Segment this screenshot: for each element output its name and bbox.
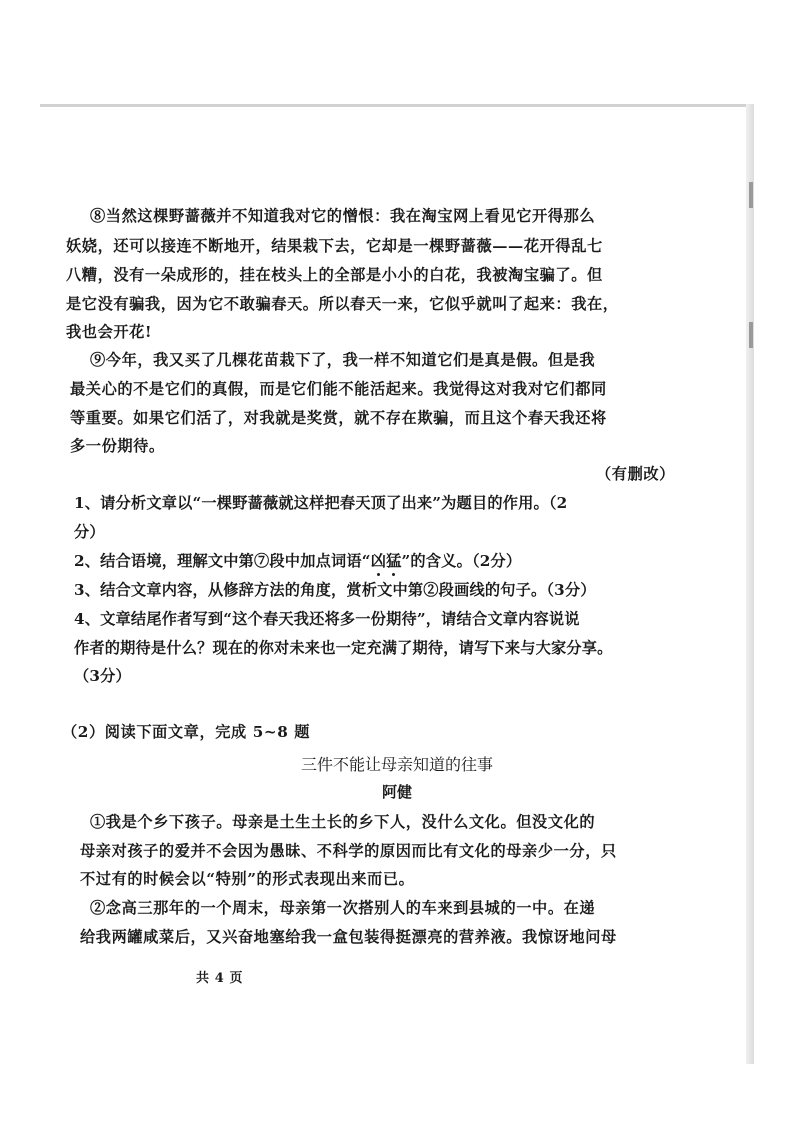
paragraph-8-line-4: 是它没有骗我，因为它不敢骗春天。所以春天一来，它似乎就叫了起来：我在， — [66, 295, 619, 313]
question-1-line-1: 1、请分析文章以“一棵野蔷薇就这样把春天顶了出来”为题目的作用。（2 — [74, 494, 568, 512]
section-2-heading: （2）阅读下面文章，完成 5~8 题 — [62, 723, 311, 741]
scrollbar-marker-middle[interactable] — [749, 322, 753, 348]
paragraph-8-line-2: 妖娆，还可以接连不断地开，结果栽下去，它却是一棵野蔷薇——花开得乱七 — [66, 237, 603, 255]
question-4-line-3: （3分） — [74, 667, 131, 685]
paragraph-8-line-5: 我也会开花! — [66, 323, 153, 341]
paragraph-8-line-1: ⑧当然这棵野蔷薇并不知道我对它的憎恨：我在淘宝网上看见它开得那么 — [90, 207, 596, 225]
paragraph-9-line-2: 最关心的不是它们的真假，而是它们能不能活起来。我觉得这对我对它们都同 — [70, 380, 607, 398]
article-line-4: ②念高三那年的一个周末，母亲第一次搭别人的车来到县城的一中。在递 — [90, 899, 596, 917]
dotted-char: 猛 — [386, 552, 402, 570]
article-line-1: ①我是个乡下孩子。母亲是土生土长的乡下人，没什么文化。但没文化的 — [90, 813, 596, 831]
question-4-line-1: 4、文章结尾作者写到“这个春天我还将多一份期待”，请结合文章内容说说 — [74, 610, 580, 628]
article-title: 三件不能让母亲知道的往事 — [300, 755, 493, 774]
paragraph-9-line-3: 等重要。如果它们活了，对我就是奖赏，就不存在欺骗，而且这个春天我还将 — [70, 409, 607, 427]
article-author: 阿健 — [381, 783, 412, 801]
article-line-3: 不过有的时候会以“特别”的形式表现出来而已。 — [80, 870, 415, 888]
question-4-line-2: 作者的期待是什么？现在的你对未来也一定充满了期待，请写下来与大家分享。 — [74, 639, 613, 657]
paragraph-9-line-4: 多一份期待。 — [70, 437, 165, 455]
question-1-line-2: 分） — [74, 523, 105, 541]
scrollbar-marker-top[interactable] — [749, 182, 753, 208]
paragraph-8-line-3: 八糟，没有一朵成形的，挂在枝头上的全部是小小的白花，我被淘宝骗了。但 — [66, 266, 603, 284]
paragraph-9-line-1: ⑨今年，我又买了几棵花苗栽下了，我一样不知道它们是真是假。但是我 — [90, 351, 596, 369]
article-line-5: 给我两罐咸菜后，又兴奋地塞给我一盒包装得挺漂亮的营养液。我惊讶地问母 — [80, 928, 617, 946]
question-3: 3、结合文章内容，从修辞方法的角度，赏析文中第②段画线的句子。（3分） — [74, 581, 596, 599]
edited-note: （有删改） — [596, 465, 675, 483]
dotted-char: 凶 — [370, 552, 387, 570]
question-2: 2、结合语境，理解文中第⑦段中加点词语“凶猛”的含义。（2分） — [74, 552, 522, 570]
page-edge-shadow — [746, 104, 754, 1064]
article-line-2: 母亲对孩子的爱并不会因为愚昧、不科学的原因而比有文化的母亲少一分，只 — [80, 842, 617, 860]
page-footer: 共 4 页 — [196, 971, 244, 986]
